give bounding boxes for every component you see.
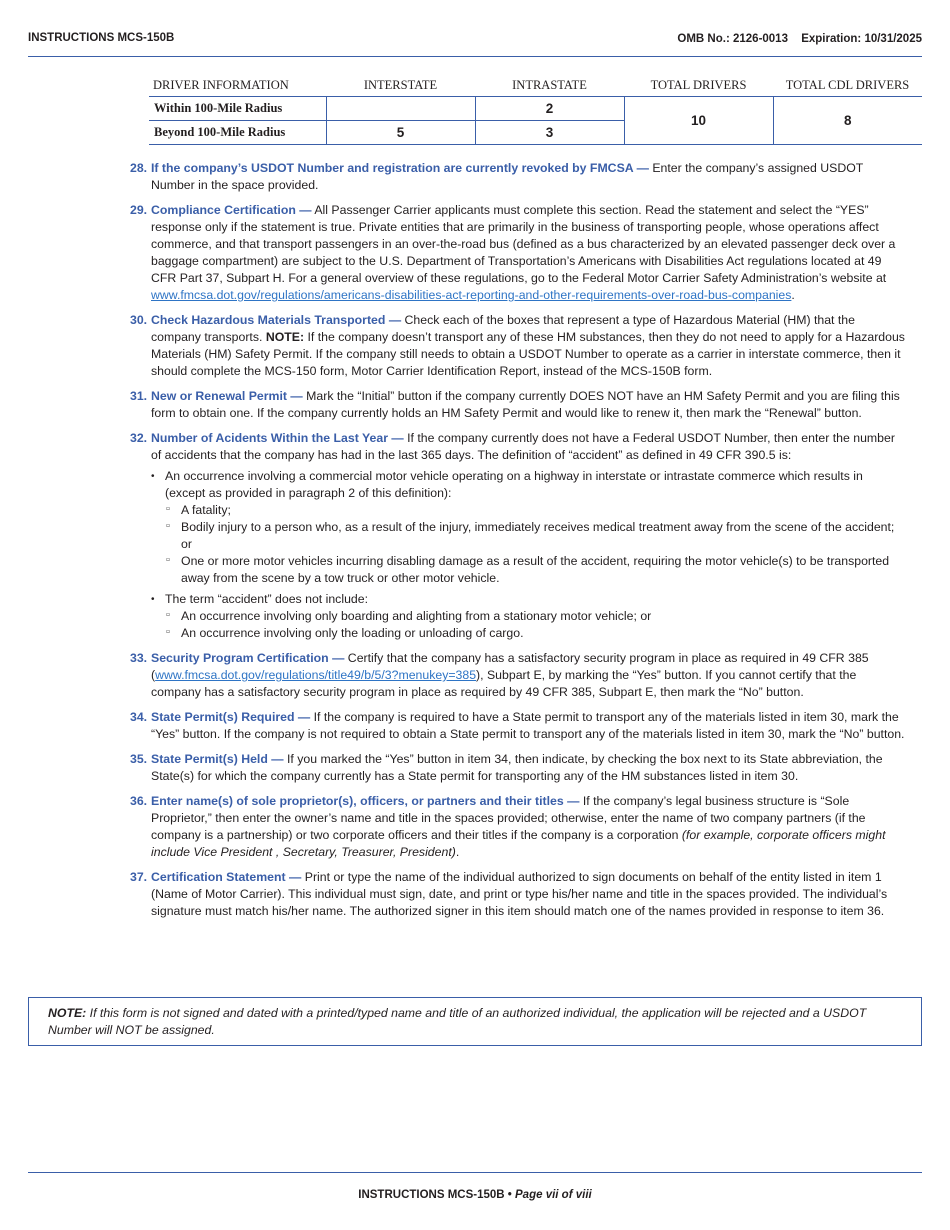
item-title: Compliance Certification — — [151, 203, 312, 217]
item-37 — [130, 869, 905, 920]
item-number: 31. — [130, 389, 148, 403]
item-number: 28. — [130, 161, 148, 175]
item-34 — [130, 709, 905, 743]
item-title: If the company’s USDOT Number and registration are currently revoked by FMCSA — — [151, 161, 649, 175]
list-item — [165, 591, 905, 642]
item-text-end: . — [455, 845, 460, 859]
item-text: Enter the company’s assigned USDOT Number in the space provided. — [151, 161, 864, 192]
item-title: Certification Statement — — [151, 870, 302, 884]
sub-list — [165, 502, 905, 587]
footer-separator: • — [504, 1189, 516, 1201]
item-number: 35. — [130, 752, 148, 766]
item-number: 36. — [130, 794, 148, 808]
page-footer — [0, 1189, 950, 1201]
item-28 — [130, 160, 905, 194]
driver-information-table — [149, 74, 922, 145]
table-header-row — [149, 74, 922, 97]
item-title: State Permit(s) Held — — [151, 752, 284, 766]
sub-list — [165, 608, 905, 642]
bullet-text: The term “accident” does not include: — [165, 592, 369, 606]
total-cdl-drivers-value: 8 — [773, 97, 922, 145]
item-title: State Permit(s) Required — — [151, 710, 311, 724]
footer-form-name: INSTRUCTIONS MCS-150B — [358, 1189, 505, 1201]
list-item: ▫ An occurrence involving only the loading or unloading of cargo. — [181, 625, 905, 642]
beyond-intrastate-value: 3 — [475, 121, 624, 145]
item-text: If the company’s legal business structure is “Sole Proprietor,” then enter the owner’s name and title in the spaces provided; otherwise, enter the name of two company partners (if the company is a partnership) or two corporate officers and their titles if the company is a corporation — [151, 794, 866, 842]
col-header-intrastate: INTRASTATE — [475, 74, 624, 97]
bullet-text: An occurrence involving a commercial motor vehicle operating on a highway in interstate or intrastate commerce which results in (except as provided in paragraph 2 of this definition): — [165, 469, 863, 500]
note-box — [28, 997, 922, 1046]
item-title: Security Program Certification — — [151, 651, 345, 665]
item-text: Certify that the company has a satisfactory security program in place as required in 49 CFR 385 ( — [151, 651, 869, 682]
beyond-interstate-value: 5 — [326, 121, 475, 145]
table-row — [149, 97, 922, 121]
item-number: 30. — [130, 313, 148, 327]
item-text-end: . — [791, 288, 795, 302]
item-text-continued: If the company doesn’t transport any of these HM substances, then they do not need to apply for a Hazardous Materials (HM) Safety Permit. If the company still needs to obtain a USDOT Number to operate as a carrier in interstate commerce, then it should complete the MCS-150 form, Motor Carrier Identification Report, instead of the MCS-150B form. — [151, 330, 905, 378]
item-number: 34. — [130, 710, 148, 724]
item-35 — [130, 751, 905, 785]
instruction-items — [130, 160, 905, 928]
row-label-beyond-100-mile: Beyond 100-Mile Radius — [149, 121, 326, 145]
item-example-text: (for example, corporate officers might include Vice President , Secretary, Treasurer, President) — [151, 828, 886, 859]
item-number: 29. — [130, 203, 148, 217]
item-36 — [130, 793, 905, 861]
note-label: NOTE: — [265, 330, 305, 344]
expiration-date: Expiration: 10/31/2025 — [801, 33, 922, 45]
item-text: All Passenger Carrier applicants must complete this section. Read the statement and select the “YES” response only if the statement is true. Private entities that are primarily in the business of transporting people, whose operations affect commerce, and that transport passengers in an over-the-road bus (defined as a bus characterized by an elevated passenger deck over a baggage compartment) are subject to the U.S. Department of Transportation’s Americans with Disabilities Act regulations located at 49 CFR Part 37, Subpart H. For a general overview of these regulations, go to the Federal Motor Carrier Safety Administration’s website at — [151, 203, 896, 285]
item-text: If you marked the “Yes” button in item 34, then indicate, by checking the box next to its State abbreviation, the State(s) for which the company currently has a State permit for transporting any of the HM substances listed in item 30. — [151, 752, 883, 783]
item-number: 32. — [130, 431, 148, 445]
item-title: Number of Acidents Within the Last Year — — [151, 431, 404, 445]
header-omb-info — [667, 33, 922, 45]
note-box-label: NOTE: — [48, 1006, 87, 1020]
ada-regulations-link[interactable]: www.fmcsa.dot.gov/regulations/americans-disabilities-act-reporting-and-other-requirements-over-road-bus-companies — [151, 288, 792, 302]
item-33 — [130, 650, 905, 701]
within-interstate-value — [326, 97, 475, 121]
list-item — [165, 468, 905, 587]
list-item: ▫ One or more motor vehicles incurring disabling damage as a result of the accident, requiring the motor vehicle(s) to be transported away from the scene by a tow truck or other motor vehicle. — [181, 553, 905, 587]
within-intrastate-value: 2 — [475, 97, 624, 121]
item-31 — [130, 388, 905, 422]
col-header-total-drivers: TOTAL DRIVERS — [624, 74, 773, 97]
list-item: ▫ A fatality; — [181, 502, 905, 519]
item-title: Enter name(s) of sole proprietor(s), officers, or partners and their titles — — [151, 794, 580, 808]
note-box-text: If this form is not signed and dated with a printed/typed name and title of an authorized individual, the application will be rejected and a USDOT Number will NOT be assigned. — [48, 1006, 867, 1037]
list-item: ▫ An occurrence involving only boarding and alighting from a stationary motor vehicle; or — [181, 608, 905, 625]
item-title: Check Hazardous Materials Transported — — [151, 313, 402, 327]
item-text: Mark the “Initial” button if the company currently DOES NOT have an HM Safety Permit and you are filing this form to obtain one. If the company currently holds an HM Safety Permit and would like to renew it, then mark the “Renewal” button. — [151, 389, 900, 420]
cfr-385-link[interactable]: www.fmcsa.dot.gov/regulations/title49/b/5/3?menukey=385 — [155, 668, 477, 682]
item-29 — [130, 202, 905, 304]
col-header-driver-information: DRIVER INFORMATION — [149, 74, 326, 97]
item-number: 37. — [130, 870, 148, 884]
item-title: New or Renewal Permit — — [151, 389, 303, 403]
accident-definition-list — [151, 468, 905, 642]
item-text: If the company currently does not have a Federal USDOT Number, then enter the number of accidents that the company has had in the last 365 days. The definition of “accident” as defined in 49 CFR 390.5 is: — [151, 431, 895, 462]
item-30 — [130, 312, 905, 380]
footer-divider — [28, 1172, 922, 1173]
row-label-within-100-mile: Within 100-Mile Radius — [149, 97, 326, 121]
header-form-name: INSTRUCTIONS MCS-150B — [28, 32, 175, 44]
item-32 — [130, 430, 905, 642]
col-header-total-cdl-drivers: TOTAL CDL DRIVERS — [773, 74, 922, 97]
item-text: Print or type the name of the individual authorized to sign documents on behalf of the entity listed in item 1 (Name of Motor Carrier). This individual must sign, date, and print or type his/her name and title in the spaces provided. The individual’s signature must match his/her name. The authorized signer in this item should match one of the names provided in response to item 36. — [151, 870, 888, 918]
page-number: Page vii of viii — [515, 1189, 592, 1201]
omb-number: OMB No.: 2126-0013 — [677, 33, 788, 45]
total-drivers-value: 10 — [624, 97, 773, 145]
item-text-end: ), Subpart E, by marking the “Yes” button. If you cannot certify that the company has a satisfactory security program in place as required by 49 CFR 385, Subpart E, then mark the “No” button. — [151, 668, 857, 699]
item-text: Check each of the boxes that represent a type of Hazardous Material (HM) that the company transports. — [151, 313, 855, 344]
item-text: If the company is required to have a State permit to transport any of the materials listed in item 30, mark the “Yes” button. If the company is not required to obtain a State permit to transport any of the materials listed in item 30, mark the “No” button. — [151, 710, 905, 741]
list-item: ▫ Bodily injury to a person who, as a result of the injury, immediately receives medical treatment away from the scene of the accident; or — [181, 519, 905, 553]
col-header-interstate: INTERSTATE — [326, 74, 475, 97]
item-number: 33. — [130, 651, 148, 665]
page-header — [28, 30, 922, 57]
